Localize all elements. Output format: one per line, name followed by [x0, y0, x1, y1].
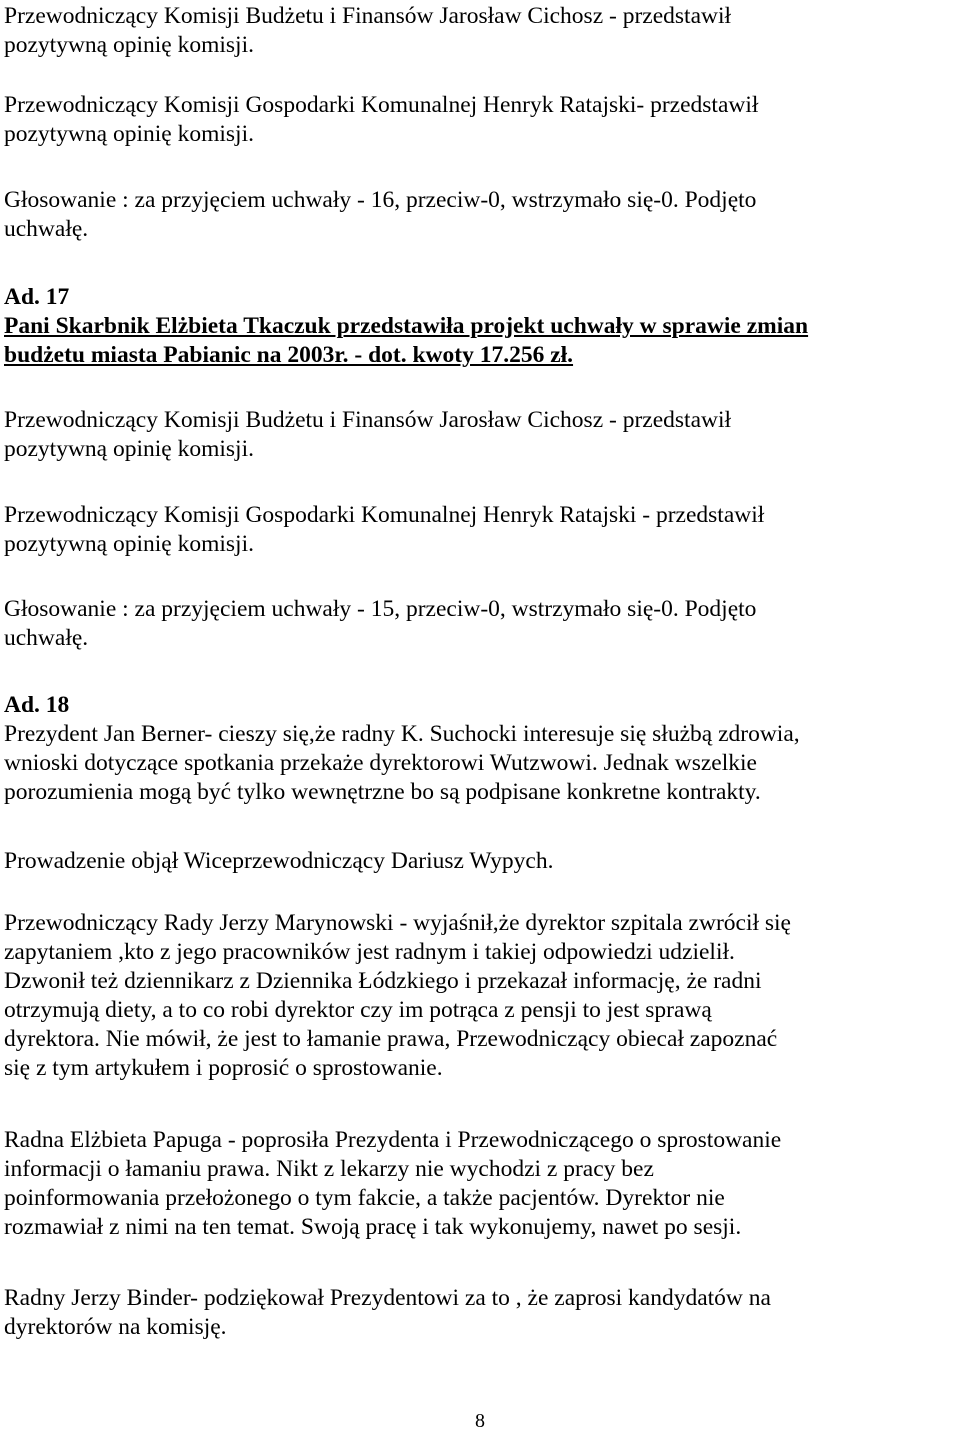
text-line: Przewodniczący Rady Jerzy Marynowski - wyjaśnił,że dyrektor szpitala zwrócił się	[4, 910, 791, 936]
agenda-item-18	[4, 691, 800, 807]
paragraph-budget-committee-opinion-1	[4, 2, 731, 60]
text-line: Głosowanie : za przyjęciem uchwały - 15, przeciw-0, wstrzymało się-0. Podjęto	[4, 596, 757, 622]
paragraph-vote-result-2	[4, 595, 756, 653]
text-line: dyrektorów na komisję.	[4, 1314, 227, 1340]
text-line: wnioski dotyczące spotkania przekaże dyrektorowi Wutzwowi. Jednak wszelkie	[4, 750, 757, 776]
text-line: Przewodniczący Komisji Budżetu i Finansów Jarosław Cichosz - przedstawił	[4, 3, 732, 29]
agenda-item-heading: Ad. 18	[4, 692, 70, 718]
text-line: Radny Jerzy Binder- podziękował Prezydentowi za to , że zaprosi kandydatów na	[4, 1285, 771, 1311]
agenda-item-17	[4, 283, 808, 370]
text-line: Dzwonił też dziennikarz z Dziennika Łódzkiego i przekazał informację, że radni	[4, 968, 762, 994]
paragraph-councillor-papuga-statement	[4, 1126, 781, 1242]
text-line: Radna Elżbieta Papuga - poprosiła Prezydenta i Przewodniczącego o sprostowanie	[4, 1127, 782, 1153]
text-line: pozytywną opinię komisji.	[4, 32, 254, 58]
text-line: pozytywną opinię komisji.	[4, 531, 254, 557]
text-line: uchwałę.	[4, 625, 89, 651]
paragraph-vote-result-1	[4, 186, 756, 244]
paragraph-chair-change	[4, 847, 553, 876]
text-line: się z tym artykułem i poprosić o sprostowanie.	[4, 1055, 443, 1081]
paragraph-municipal-committee-opinion-2	[4, 501, 764, 559]
text-line: Głosowanie : za przyjęciem uchwały - 16, przeciw-0, wstrzymało się-0. Podjęto	[4, 187, 757, 213]
text-line: Przewodniczący Komisji Gospodarki Komunalnej Henryk Ratajski - przedstawił	[4, 502, 765, 528]
text-line: Pani Skarbnik Elżbieta Tkaczuk przedstawiła projekt uchwały w sprawie zmian	[4, 313, 809, 339]
text-line: uchwałę.	[4, 216, 89, 242]
paragraph-budget-committee-opinion-2	[4, 406, 731, 464]
text-line: Prezydent Jan Berner- cieszy się,że radny K. Suchocki interesuje się służbą zdrowia,	[4, 721, 800, 747]
paragraph-council-chair-statement	[4, 909, 791, 1083]
text-line: porozumienia mogą być tylko wewnętrzne bo są podpisane konkretne kontrakty.	[4, 779, 761, 805]
text-line: dyrektora. Nie mówił, że jest to łamanie prawa, Przewodniczący obiecał zapoznać	[4, 1026, 778, 1052]
text-line: poinformowania przełożonego o tym fakcie, a także pacjentów. Dyrektor nie	[4, 1185, 725, 1211]
text-line: Przewodniczący Komisji Gospodarki Komunalnej Henryk Ratajski- przedstawił	[4, 92, 759, 118]
text-line: Prowadzenie objął Wiceprzewodniczący Dariusz Wypych.	[4, 848, 554, 874]
paragraph-municipal-committee-opinion-1	[4, 91, 758, 149]
text-line: pozytywną opinię komisji.	[4, 436, 254, 462]
text-line: pozytywną opinię komisji.	[4, 121, 254, 147]
text-line: rozmawiał z nimi na ten temat. Swoją pracę i tak wykonujemy, nawet po sesji.	[4, 1214, 742, 1240]
agenda-item-heading: Ad. 17	[4, 284, 70, 310]
text-line: zapytaniem ,kto z jego pracowników jest radnym i takiej odpowiedzi udzielił.	[4, 939, 735, 965]
text-line: budżetu miasta Pabianic na 2003r. - dot. kwoty 17.256 zł.	[4, 342, 574, 368]
paragraph-councillor-binder-statement	[4, 1284, 771, 1342]
text-line: Przewodniczący Komisji Budżetu i Finansów Jarosław Cichosz - przedstawił	[4, 407, 732, 433]
text-line: informacji o łamaniu prawa. Nikt z lekarzy nie wychodzi z pracy bez	[4, 1156, 654, 1182]
page-number: 8	[475, 1410, 485, 1432]
text-line: otrzymują diety, a to co robi dyrektor czy im potrąca z pensji to jest sprawą	[4, 997, 712, 1023]
